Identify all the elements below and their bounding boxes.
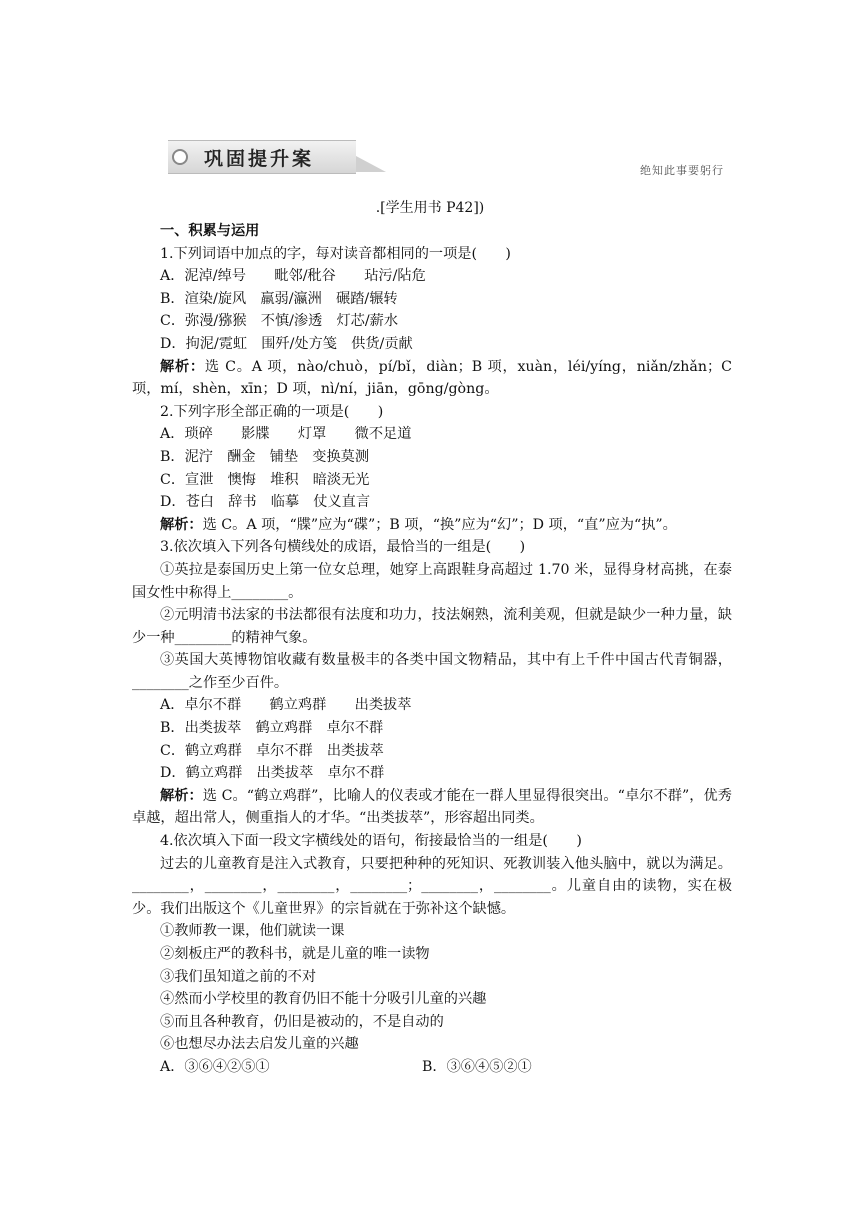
question-4-item-6: ⑥也想尽办法去启发儿童的兴趣 [160,1036,359,1053]
question-2-option-b: B．泥泞 酬金 铺垫 变换莫测 [160,448,370,465]
question-4-item-5: ⑤而且各种教育，仍旧是被动的，不是自动的 [160,1013,444,1030]
section-banner [168,140,388,176]
circle-bullet-icon [172,149,188,165]
answer-text: 选 C。“鹤立鸡群”，比喻人的仪表或才能在一群人里显得很突出。“卓尔不群”，优秀卓越，超出常人，侧重指人的才华。“出类拔萃”，形容超出同类。 [132,787,732,827]
answer-text: 选 C。A 项，“牒”应为“碟”；B 项，“换”应为“幻”；D 项，“直”应为“执”。 [202,516,677,533]
question-4-option-b: B．③⑥④⑤②① [422,1058,532,1075]
banner-title: 巩固提升案 [204,148,315,170]
question-3-sentence-3: ③英国大英博物馆收藏有数量极丰的各类中国文物精品，其中有上千件中国古代青铜器，________之作至少百件。 [132,652,732,691]
question-3-stem: 3.依次填入下列各句横线处的成语，最恰当的一组是( ) [160,539,526,556]
question-2-answer [132,514,732,537]
book-page-reference: .[学生用书 P42]) [375,200,485,216]
question-4-item-1: ①教师教一课，他们就读一课 [160,923,345,940]
question-4-stem: 4.依次填入下面一段文字横线处的语句，衔接最恰当的一组是( ) [160,833,582,850]
answer-label: 解析： [160,787,203,804]
question-2-option-a: A．琐碎 影牒 灯罩 微不足道 [160,426,412,443]
question-1-option-d: D．拘泥/霓虹 围歼/处方笺 供货/贡献 [160,335,413,352]
question-3-option-d: D．鹤立鸡群 出类拔萃 卓尔不群 [160,765,385,782]
exercise-content [132,220,732,1079]
question-4-item-4: ④然而小学校里的教育仍旧不能十分吸引儿童的兴趣 [160,991,487,1008]
question-1-option-b: B．渲染/旋风 羸弱/瀛洲 碾踏/辗转 [160,290,398,307]
question-2-option-d: D．苍白 辞书 临摹 仗义直言 [160,494,371,511]
question-1-stem: 1.下列词语中加点的字，每对读音都相同的一项是( ) [160,245,511,262]
question-1-option-a: A．泥淖/绰号 毗邻/秕谷 玷污/阽危 [160,268,426,285]
question-3-sentence-1: ①英拉是泰国历史上第一位女总理，她穿上高跟鞋身高超过 1.70 米，显得身材高挑，在泰国女性中称得上________。 [132,561,732,601]
section-heading: 一、积累与运用 [160,223,260,239]
question-3-option-c: C．鹤立鸡群 卓尔不群 出类拔萃 [160,742,384,759]
answer-text: 选 C。A 项，nào/chuò，pí/bǐ，diàn；B 项，xuàn，léi/yíng，niǎn/zhǎn；C 项，mí，shèn，xīn；D 项，nì/ní，jiān，gōng/gòng。 [132,358,732,398]
question-1-answer [132,356,732,401]
question-4-item-3: ③我们虽知道之前的不对 [160,968,317,985]
question-3-option-b: B．出类拔萃 鹤立鸡群 卓尔不群 [160,720,384,737]
answer-label: 解析： [160,516,203,533]
question-3-answer [132,785,732,830]
question-1-option-c: C．弥漫/猕猴 不慎/渗透 灯芯/薪水 [160,313,399,330]
side-note: 绝知此事要躬行 [640,164,724,177]
question-4-item-2: ②刻板庄严的教科书，就是儿童的唯一读物 [160,946,430,962]
question-2-option-c: C．宣泄 懊悔 堆积 暗淡无光 [160,471,370,488]
answer-label: 解析： [160,358,205,375]
question-3-option-a: A．卓尔不群 鹤立鸡群 出类拔萃 [160,697,412,714]
question-4-options [132,1056,732,1079]
question-4-passage: 过去的儿童教育是注入式教育，只要把种种的死知识、死教训装入他头脑中，就以为满足。________，________，________，________；________，________。儿童自由的读物，实在极少。我们出版这个《儿童世界》的宗旨就在于弥补这个缺憾。 [132,855,732,917]
question-4-option-a: A．③⑥④②⑤① [160,1058,270,1075]
question-3-sentence-2: ②元明清书法家的书法都很有法度和功力，技法娴熟，流利美观，但就是缺少一种力量，缺少一种________的精神气象。 [132,607,732,646]
banner-tail-shape [356,156,386,172]
question-2-stem: 2.下列字形全部正确的一项是( ) [160,403,384,420]
